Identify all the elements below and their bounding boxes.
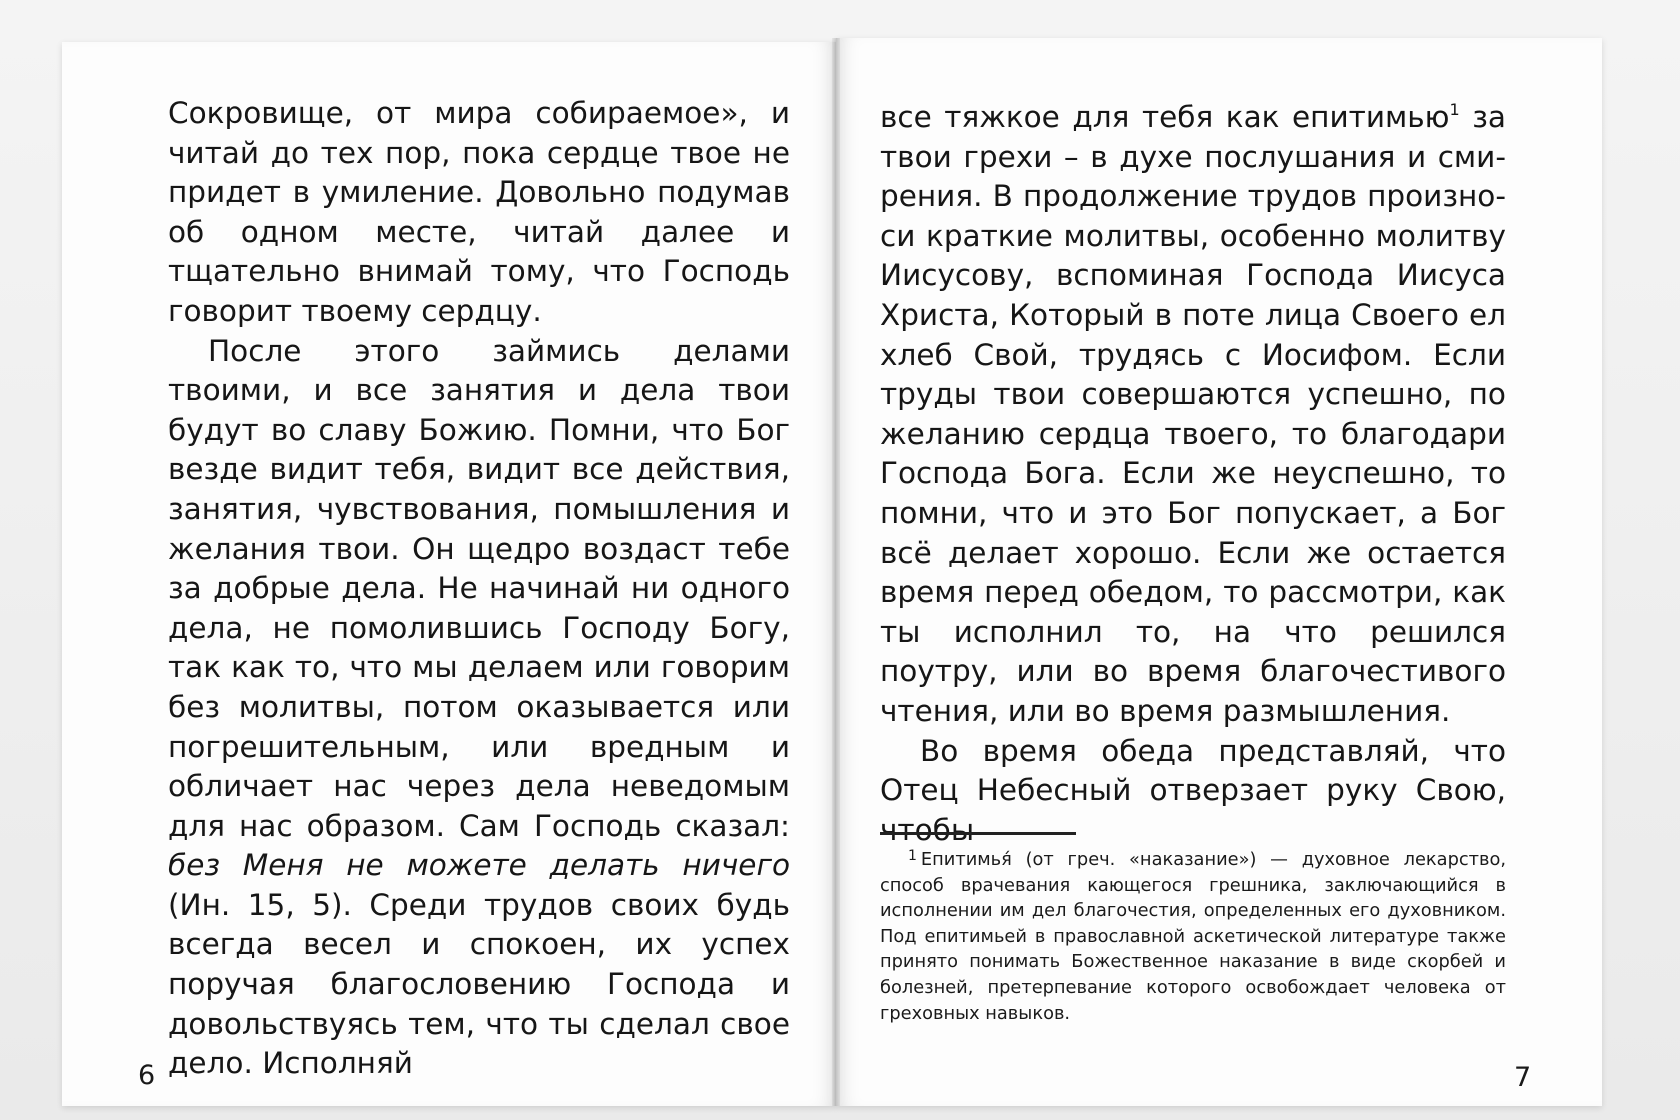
- footnote-marker: 1: [1449, 100, 1460, 119]
- footnote: [880, 844, 1506, 1026]
- book-gutter: [832, 38, 840, 1106]
- right-paragraph-1-start: все тяжкое для тебя как епитимью: [880, 100, 1450, 134]
- left-paragraph-2: [168, 332, 790, 1084]
- footnote-text: Епитимья́ (от греч. «наказание») — духовное лекарство, способ врачевания кающегося грешника, заключающийся в исполнении им дел благочестия, определенных его духовником. Под епитимьей в православной аскетической литературе также принято понимать Божественное наказание в виде скорбей и болезней, претерпевание которого освобождает человека от греховных навыков.: [880, 849, 1506, 1024]
- page-number-right: 7: [1514, 1062, 1532, 1093]
- footnote-number: 1: [908, 848, 917, 864]
- left-page: [62, 42, 836, 1106]
- footnote-separator: [880, 832, 1076, 835]
- left-paragraph-2-text: После этого займись делами твоими, и все занятия и дела твои будут во славу Божию. Помни, что Бог везде видит тебя, видит все действия, занятия, чувствования, помышления и желания твои. Он щедро воздаст тебе за добрые дела. Не начинай ни одного дела, не помолившись Господу Богу, так как то, что мы делаем или говорим без молитвы, потом оказывается или погрешительным, или вредным и обличает нас через дела неведомым для нас образом. Сам Господь сказал:: [168, 333, 790, 843]
- page-number-left: 6: [138, 1060, 156, 1091]
- left-paragraph-2-end: (Ин. 15, 5). Среди трудов своих будь всегда весел и спокоен, их успех поручая благословению Господа и довольствуясь тем, что ты сделал свое дело. Исполняй: [168, 887, 790, 1081]
- right-page-body: [880, 98, 1506, 850]
- right-paragraph-1-rest: за твои грехи – в духе послушания и смирения. В продолжение трудов произноси краткие молитвы, особенно молитву Иисусову, вспоминая Господа Иисуса Христа, Который в поте лица Своего ел хлеб Свой, трудясь с Иосифом. Если труды твои совершаются успешно, по желанию сердца твоего, то благодари Господа Бога. Если же неуспешно, то помни, что и это Бог попускает, а Бог всё делает хорошо. Если же остается время перед обедом, то рассмотри, как ты исполнил то, на что решился поутру, или во время благочестивого чтения, или во время размышления.: [880, 100, 1506, 728]
- scripture-quote: без Меня не можете делать ничего: [168, 848, 790, 883]
- left-paragraph-continued: Сокровище, от мира собираемое», и читай до тех пор, пока сердце твое не придет в умиление. Довольно подумав об одном месте, читай далее и тщательно внимай тому, что Господь говорит твоему сердцу.: [168, 96, 790, 328]
- right-page: [836, 38, 1602, 1106]
- right-paragraph-1: [880, 98, 1506, 732]
- left-page-body: [168, 94, 790, 1084]
- right-paragraph-2: Во время обеда представляй, что Отец Небесный отверзает руку Свою, чтобы: [880, 733, 1506, 847]
